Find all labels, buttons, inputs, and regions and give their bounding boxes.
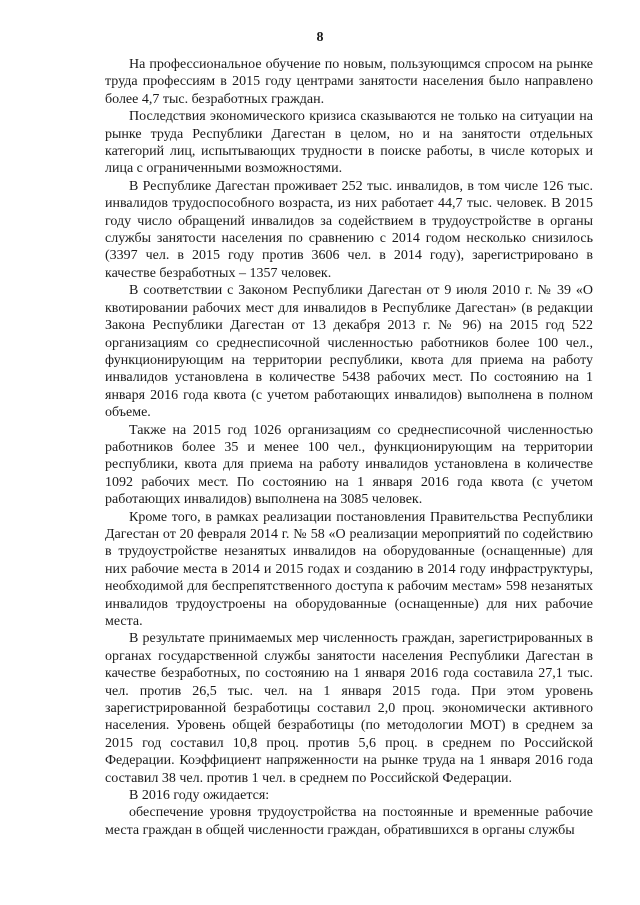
paragraph-crisis-consequences: Последствия экономического кризиса сказываются не только на ситуации на рынке труда Республики Дагестан в целом, но и на занятости отдельных категорий лиц, испытывающих трудности в поиске работы, в числе которых и лица с ограниченными возможностями. xyxy=(105,109,593,177)
paragraph-unemployment-results: В результате принимаемых мер численность граждан, зарегистрированных в органах государственной службы занятости населения Республики Дагестан в качестве безработных, по состоянию на 1 января 2016 года составила 27,1 тыс. чел. против 26,5 тыс. чел. на 1 января 2015 года. При этом уровень зарегистрированной безработицы составил 2,0 проц. экономически активного населения. Уровень общей безработицы (по методологии МОТ) в среднем за 2015 год составил 10,8 проц. против 5,6 проц. в среднем по Российской Федерации. Коэффициент напряженности на рынке труда на 1 января 2016 года составил 38 чел. против 1 чел. в среднем по Российской Федерации. xyxy=(105,631,593,786)
page-number: 8 xyxy=(316,30,324,45)
paragraph-quota-law: В соответствии с Законом Республики Дагестан от 9 июля 2010 г. № 39 «О квотировании рабочих мест для инвалидов в Республике Дагестан» (в редакции Закона Республики Дагестан от 13 декабря 2013 г. № 96) на 2015 год 522 организациям со среднесписочной численностью работников более 100 чел., функционирующим на территории республики, квота для приема на работу инвалидов установлена в количестве 5438 рабочих мест. По состоянию на 1 января 2016 года квота (с учетом работающих инвалидов) выполнена в полном объеме. xyxy=(105,283,593,421)
paragraph-2016-expectations: В 2016 году ожидается: xyxy=(129,788,270,804)
paragraph-small-organizations-quota: Также на 2015 год 1026 организациям со среднесписочной численностью работников более 35 и менее 100 чел., функционирующим на территории республики, квота для приема на работу инвалидов установлена в количестве 1092 рабочих мест. По состоянию на 1 января 2016 года квота (с учетом работающих инвалидов) выполнена на 3085 человек. xyxy=(105,422,593,508)
paragraph-employment-level: обеспечение уровня трудоустройства на постоянные и временные рабочие места граждан в общей численности граждан, обратившихся в органы службы xyxy=(105,805,593,838)
paragraph-vocational-training: На профессиональное обучение по новым, пользующимся спросом на рынке труда профессиям в 2015 году центрами занятости населения было направлено более 4,7 тыс. безработных граждан. xyxy=(105,57,593,107)
body-text xyxy=(105,56,593,839)
paragraph-government-decree: Кроме того, в рамках реализации постановления Правительства Республики Дагестан от 20 февраля 2014 г. № 58 «О реализации мероприятий по содействию в трудоустройстве незанятых инвалидов на оборудованные (оснащенные) для них рабочие места в 2014 и 2015 годах и созданию в 2014 году инфраструктуры, необходимой для беспрепятственного доступа к рабочим местам» 598 незанятых инвалидов трудоустроены на оборудованные (оснащенные) для них рабочие места. xyxy=(105,509,593,629)
paragraph-disabled-population: В Республике Дагестан проживает 252 тыс. инвалидов, в том числе 126 тыс. инвалидов трудоспособного возраста, из них работает 44,7 тыс. человек. В 2015 году число обращений инвалидов за содействием в трудоустройстве в органы службы занятости населения по сравнению с 2014 годом несколько снизилось (3397 чел. в 2015 году против 3606 чел. в 2014 году), зарегистрировано в качестве безработных – 1357 человек. xyxy=(105,178,593,281)
